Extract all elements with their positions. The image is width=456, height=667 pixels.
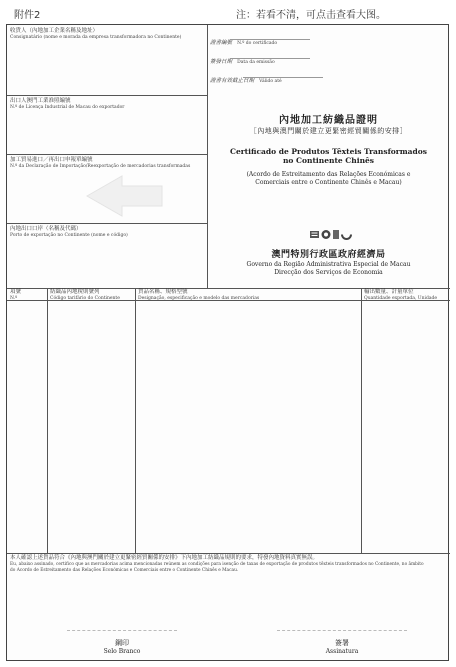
stamp-label-zh: 鋼印 [115,639,129,647]
col-quantity-pt: Quantidade exportada, Unidade [364,296,438,301]
consignee-box [7,25,207,95]
certificate-subtitle-pt-line2: Comerciais entre o Continente Chinês e Macau) [255,179,402,186]
issue-date-label-pt: Data da emissão [237,60,275,65]
port-label-zh: 內地出口口岸（名稱及代碼） [10,226,82,232]
table-header-tariff-code [50,289,120,302]
port-box [7,224,207,288]
valid-until-underline [243,77,323,78]
issue-date-underline [230,58,310,59]
cert-number-label-pt: N.º do certificado [237,41,278,46]
certificate-title-zh: 內地加工紡織品證明 [279,115,378,126]
signature-line [277,630,407,631]
declaration-number-box [7,155,207,223]
certificate-subtitle-pt [207,171,450,187]
exporter-label-pt: N.º de Licença Industrial de Macau do exportador [10,105,125,110]
issue-date-label-zh: 簽發日期 [210,59,233,65]
col-item-no-pt: N.º [10,296,18,301]
col-description-pt: Designação, especificação e modelo das mercadorias [138,296,260,301]
table-header-quantity [364,289,437,302]
column-divider [361,288,362,553]
certificate-form [6,24,449,661]
signature-label-zh: 簽署 [335,639,349,647]
exporter-label-zh: 出口人澳門工業准照編號 [10,98,71,104]
valid-until-label-zh: 證書有效截止日期 [210,78,255,84]
column-divider [135,288,136,553]
attachment-label: 附件2 [14,10,41,21]
cert-number-label-zh: 證書編號 [210,40,233,46]
port-label-pt: Porto de exportação no Continente (nome e código) [10,233,128,238]
cert-number-underline [230,39,310,40]
certificate-subtitle-zh: ［內地與澳門關於建立更緊密經貿關係的安排］ [249,127,408,135]
column-divider [47,288,48,553]
government-name-pt [207,261,450,277]
declaration-zh: 本人確認上述貨品符合《內地與澳門關於建立更緊密經貿關係的安排》下內地加工紡織品規則的要求，特發內地資料真實無誤。 [10,555,319,561]
declaration-pt-line2: do Acordo de Estreitamento das Relações Económicas e Comerciais entre o Continente Chinês e Macau. [10,568,239,573]
valid-until-label-pt: Válido até [259,79,282,84]
government-name-pt-line1: Governo da Região Administrativa Especial de Macau [246,261,411,268]
stamp-line [67,630,177,631]
certificate-title-pt-line2: no Continente Chinês [282,156,375,165]
declaration-top-border [7,553,450,554]
declaration-label-zh: 加工貿易進口／再出口申報單編號 [10,157,93,163]
exporter-box [7,96,207,154]
faint-watermark-arrow [77,171,167,221]
col-quantity-zh: 輸出數量、計量單位 [364,289,414,295]
stamp-label-pt: Selo Branco [103,648,141,655]
declaration-pt-line1: Eu, abaixo assinado, certifico que as mercadorias acima mencionadas reúnem as condições para isenção de taxas de exportação de produtos têxteis transformados no Continente, no âmbito [10,562,424,567]
col-item-no-zh: 項號 [10,289,22,295]
consignee-label-pt: Consignatário (nome e morada da empresa transformadora no Continente) [10,35,182,40]
view-larger-note[interactable]: 注：若看不清，可点击查看大图。 [236,10,386,21]
declaration-text [10,555,447,574]
col-tariff-zh: 紡織品內地稅則號列 [50,289,100,295]
signature-label-pt: Assinatura [325,648,359,655]
consignee-label-zh: 收貨人（內地加工企業名稱及地址） [10,28,99,34]
table-header-description [138,289,259,302]
macau-economic-bureau-logo [310,228,354,241]
government-name-zh: 澳門特別行政區政府經濟局 [271,250,386,260]
declaration-label-pt: N.º da Declaração de Importação/Reexportação de mercadorias transformadas [10,164,191,169]
col-description-zh: 貨品名稱、規格型號 [138,289,188,295]
col-tariff-pt: Código tarifário do Continente [50,296,120,301]
certificate-title-pt-line1: Certificado de Produtos Têxteis Transformados [229,147,428,156]
certificate-title-pt [207,147,450,165]
table-header-item-no [10,289,21,302]
government-name-pt-line2: Direcção dos Serviços de Economia [274,269,383,276]
certificate-subtitle-pt-line1: (Acordo de Estreitamento das Relações Económicas e [246,171,411,178]
